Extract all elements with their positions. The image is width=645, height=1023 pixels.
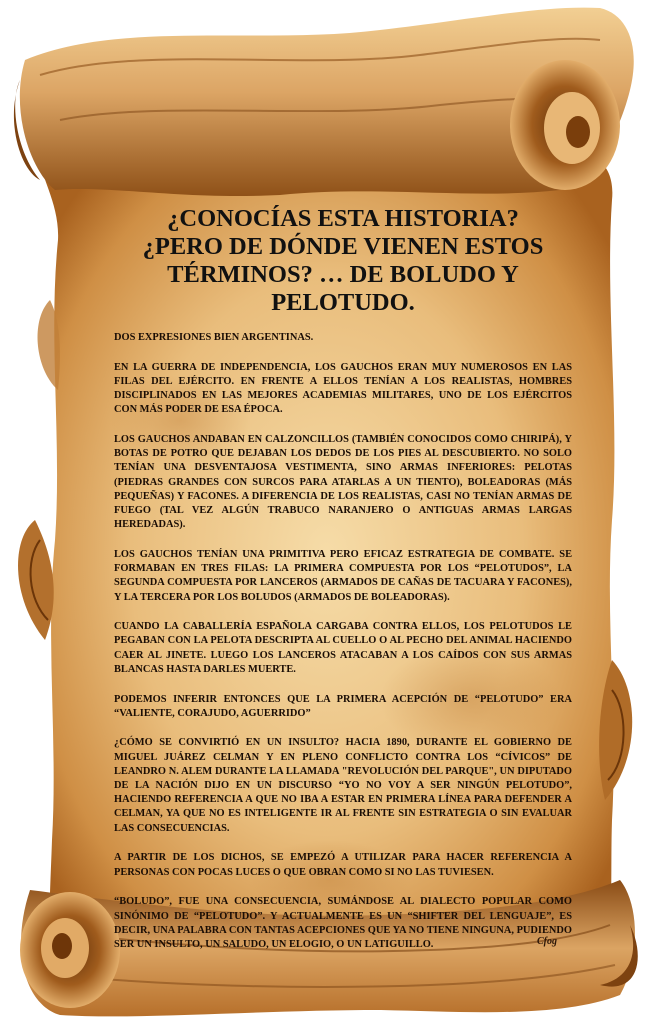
title-line: ¿CONOCÍAS ESTA HISTORIA?	[167, 205, 519, 232]
body-paragraph: LOS GAUCHOS TENÍAN UNA PRIMITIVA PERO EFICAZ ESTRATEGIA DE COMBATE. SE FORMABAN EN TRES FILAS: LA PRIMERA COMPUESTA POR LOS “PELOTUDOS”, LA SEGUNDA COMPUESTA POR LANCEROS (ARMADOS DE CAÑAS DE TACUARA Y FACONES), Y LA TERCERA POR LOS BOLUDOS (ARMADOS DE BOLEADORAS).	[114, 548, 572, 603]
body-paragraph: “BOLUDO”, FUE UNA CONSECUENCIA, SUMÁNDOSE AL DIALECTO POPULAR COMO SINÓNIMO DE “PELOTUDO”. Y ACTUALMENTE ES UN “SHIFTER DEL LENGUAJE”, ES DECIR, UNA PALABRA CON TANTAS ACEPCIONES QUE YA NO TIENE NINGUNA, PUDIENDO SER UN INSULTO, UN SALUDO, UN ELOGIO, O UN LATIGUILLO.	[114, 896, 572, 950]
title-line: ¿PERO DE DÓNDE VIENEN ESTOS	[142, 233, 544, 260]
body-paragraph: A PARTIR DE LOS DICHOS, SE EMPEZÓ A UTILIZAR PARA HACER REFERENCIA A PERSONAS CON POCAS LUCES O QUE OBRAN COMO SI NO LAS TUVIESEN.	[114, 852, 572, 878]
body-paragraph: LOS GAUCHOS ANDABAN EN CALZONCILLOS (TAMBIÉN CONOCIDOS COMO CHIRIPÁ), Y BOTAS DE POTRO QUE DEJABAN LOS DEDOS DE LOS PIES AL DESCUBIERTO. NO SOLO TENÍAN UNA DESVENTAJOSA VESTIMENTA, SINO ARMAS INFERIORES: PELOTAS (PIEDRAS GRANDES CON SURCOS PARA ATARLAS A UN TIENTO), BOLEADORAS (MÁS PEQUEÑAS) Y FACONES. A DIFERENCIA DE LOS REALISTAS, CASI NO TENÍAN ARMAS DE FUEGO (TAL VEZ ALGÚN TRABUCO NARANJERO O ANTIGUAS ARMAS LARGAS HEREDADAS).	[114, 434, 572, 531]
author-signature: Cfog	[537, 936, 557, 947]
page-title	[114, 205, 572, 317]
body-paragraph: CUANDO LA CABALLERÍA ESPAÑOLA CARGABA CONTRA ELLOS, LOS PELOTUDOS LE PEGABAN CON LA PELOTA DESCRIPTA AL CUELLO O AL PECHO DEL ANIMAL HACIENDO CAER AL JINETE. LUEGO LOS LANCEROS ATACABAN A LOS CAÍDOS CON SUS ARMAS BLANCAS HASTA DARLES MUERTE.	[114, 621, 572, 675]
body-paragraph: PODEMOS INFERIR ENTONCES QUE LA PRIMERA ACEPCIÓN DE “PELOTUDO” ERA “VALIENTE, CORAJUDO, AGUERRIDO”	[114, 693, 572, 719]
body-paragraph: EN LA GUERRA DE INDEPENDENCIA, LOS GAUCHOS ERAN MUY NUMEROSOS EN LAS FILAS DEL EJÉRCITO. EN FRENTE A ELLOS TENÍAN A LOS REALISTAS, HOMBRES DISCIPLINADOS EN LAS MEJORES ACADEMIAS MILITARES, UNO DE LOS EJÉRCITOS CON MÁS PODER DE ESA ÉPOCA.	[114, 361, 572, 416]
body-paragraph: ¿CÓMO SE CONVIRTIÓ EN UN INSULTO? HACIA 1890, DURANTE EL GOBIERNO DE MIGUEL JUÁREZ CELMAN Y EN PLENO CONFLICTO CONTRA LOS “CÍVICOS” DE LEANDRO N. ALEM DURANTE LA LLAMADA "REVOLUCIÓN DEL PARQUE", UN DIPUTADO DE LA NACIÓN DIJO EN UN DISCURSO “YO NO VOY A SER NINGÚN PELOTUDO”, HACIENDO REFERENCIA A QUE NO IBA A ESTAR EN PRIMERA LÍNEA PARA DEFENDER A CELMAN, YA QUE NO ES INTELIGENTE IR AL FRENTE SIN ESTRATEGIA O SIN EVALUAR LAS CONSECUENCIAS.	[114, 737, 572, 834]
title-line: PELOTUDO.	[271, 289, 415, 316]
title-line: TÉRMINOS? … DE BOLUDO Y	[167, 261, 519, 288]
body-paragraph: DOS EXPRESIONES BIEN ARGENTINAS.	[114, 332, 314, 343]
scroll-text-block	[114, 205, 572, 968]
